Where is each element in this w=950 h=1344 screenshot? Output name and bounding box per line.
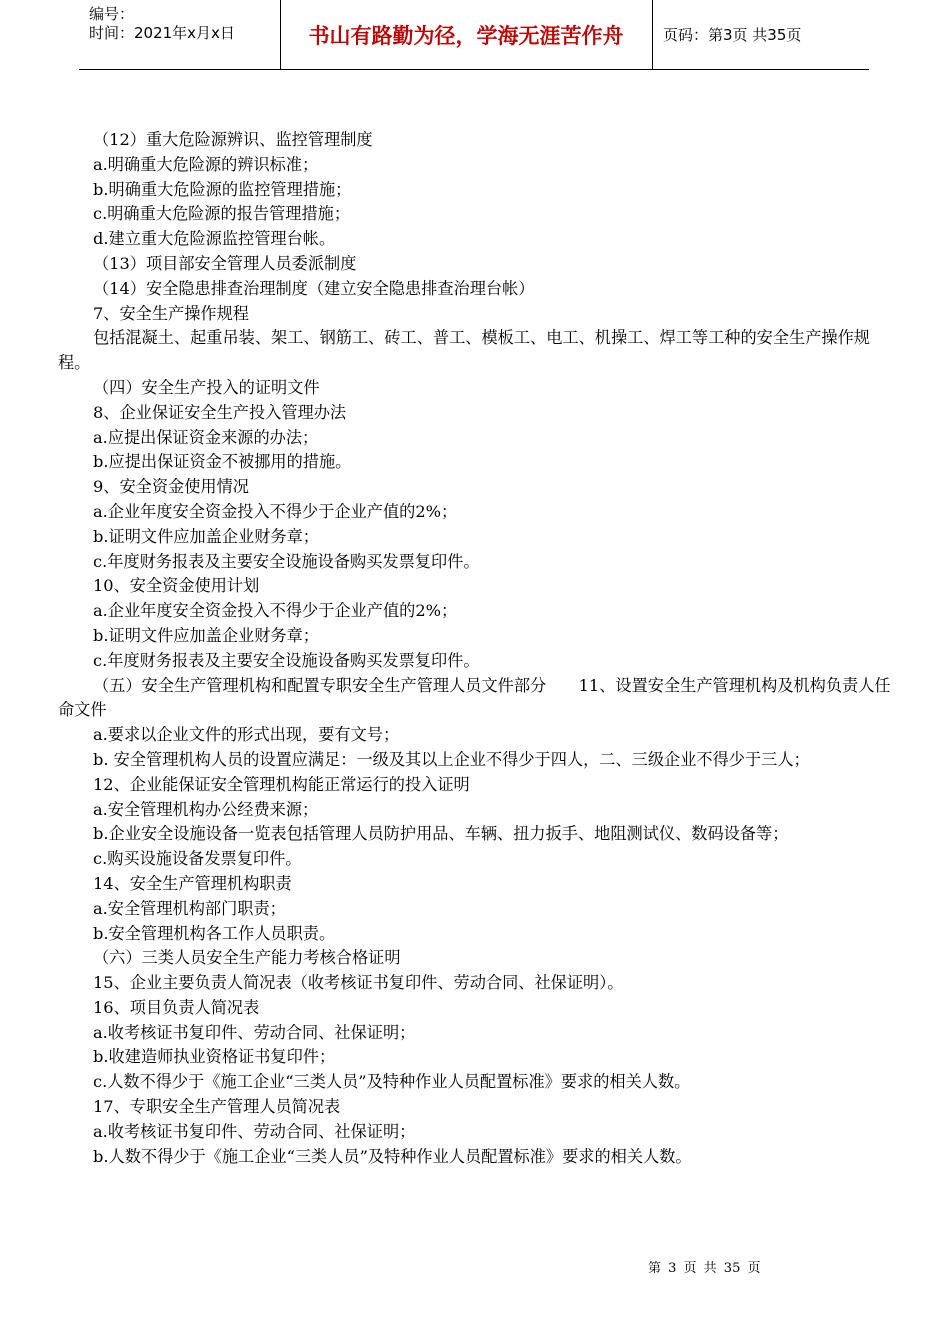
paragraph-line: a.要求以企业文件的形式出现，要有文号； <box>93 725 400 745</box>
paragraph-line: d.建立重大危险源监控管理台帐。 <box>93 229 336 249</box>
paragraph-line: a.安全管理机构部门职责； <box>93 898 286 918</box>
paragraph-line: c.购买设施设备发票复印件。 <box>93 849 302 869</box>
paragraph-line: 包括混凝土、起重吊装、架工、钢筋工、砖工、普工、模板工、电工、机操工、焊工等工种的安全生产操作规程。 <box>58 328 870 373</box>
paragraph-line: （14）安全隐患排查治理制度（建立安全隐患排查治理台帐） <box>93 278 535 298</box>
paragraph-line: c.人数不得少于《施工企业“三类人员”及特种作业人员配置标准》要求的相关人数。 <box>93 1072 691 1092</box>
paragraph-line: （四）安全生产投入的证明文件 <box>93 377 320 397</box>
paragraph-line: b.证明文件应加盖企业财务章； <box>93 526 319 546</box>
header-motto: 书山有路勤为径，学海无涯苦作舟 <box>280 0 653 69</box>
paragraph-line: c.明确重大危险源的报告管理措施； <box>93 204 351 224</box>
paragraph-line: 12、企业能保证安全管理机构能正常运行的投入证明 <box>93 774 470 794</box>
paragraph-line: a.收考核证书复印件、劳动合同、社保证明； <box>93 1121 416 1141</box>
paragraph-line: c.年度财务报表及主要安全设施设备购买发票复印件。 <box>93 650 480 670</box>
paragraph-line: 14、安全生产管理机构职责 <box>93 873 292 893</box>
paragraph-line: b.企业安全设施设备一览表包括管理人员防护用品、车辆、扭力扳手、地阻测试仪、数码设备等； <box>93 824 789 844</box>
paragraph-line: b.人数不得少于《施工企业“三类人员”及特种作业人员配置标准》要求的相关人数。 <box>93 1146 692 1166</box>
paragraph-line: b.明确重大危险源的监控管理措施； <box>93 179 352 199</box>
header-meta-cell <box>79 0 281 69</box>
paragraph-line: 15、企业主要负责人简况表（收考核证书复印件、劳动合同、社保证明）。 <box>93 973 624 993</box>
header-page-label: 页码：第3页 共35页 <box>663 26 802 44</box>
paragraph-line: （五）安全生产管理机构和配置专职安全生产管理人员文件部分 11、设置安全生产管理机构及机构负责人任命文件 <box>58 675 891 720</box>
document-body <box>58 128 893 1169</box>
paragraph-line: 8、企业保证安全生产投入管理办法 <box>93 402 347 422</box>
paragraph-line: a.安全管理机构办公经费来源； <box>93 799 319 819</box>
number-label: 编号： <box>89 5 135 23</box>
paragraph-line: （12）重大危险源辨识、监控管理制度 <box>93 130 373 149</box>
paragraph-line: 16、项目负责人简况表 <box>93 997 260 1017</box>
paragraph-line: c.年度财务报表及主要安全设施设备购买发票复印件。 <box>93 551 480 571</box>
paragraph-line: 7、安全生产操作规程 <box>93 303 249 323</box>
paragraph-line: a.企业年度安全资金投入不得少于企业产值的2%； <box>93 501 458 521</box>
paragraph-line: a.企业年度安全资金投入不得少于企业产值的2%； <box>93 601 458 621</box>
paragraph-line: 10、安全资金使用计划 <box>93 576 260 596</box>
paragraph-line: b.安全管理机构各工作人员职责。 <box>93 923 336 943</box>
paragraph-line: （13）项目部安全管理人员委派制度 <box>93 253 357 273</box>
paragraph-line: b. 安全管理机构人员的设置应满足：一级及其以上企业不得少于四人，二、三级企业不得少于三人； <box>93 749 810 769</box>
paragraph-line: 17、专职安全生产管理人员简况表 <box>93 1097 341 1117</box>
paragraph-line: a.明确重大危险源的辨识标准； <box>93 154 319 174</box>
paragraph-line: a.收考核证书复印件、劳动合同、社保证明； <box>93 1022 416 1042</box>
page-header <box>79 0 869 70</box>
paragraph-line: b.证明文件应加盖企业财务章； <box>93 625 319 645</box>
time-label: 时间：2021年x月x日 <box>89 24 235 42</box>
paragraph-line: b.收建造师执业资格证书复印件； <box>93 1047 336 1067</box>
paragraph-line: （六）三类人员安全生产能力考核合格证明 <box>93 948 401 968</box>
paragraph-line: b.应提出保证资金不被挪用的措施。 <box>93 452 352 472</box>
paragraph-line: 9、安全资金使用情况 <box>93 477 249 497</box>
page-footer: 第 3 页 共 35 页 <box>648 1261 761 1276</box>
paragraph-line: a.应提出保证资金来源的办法； <box>93 427 319 447</box>
